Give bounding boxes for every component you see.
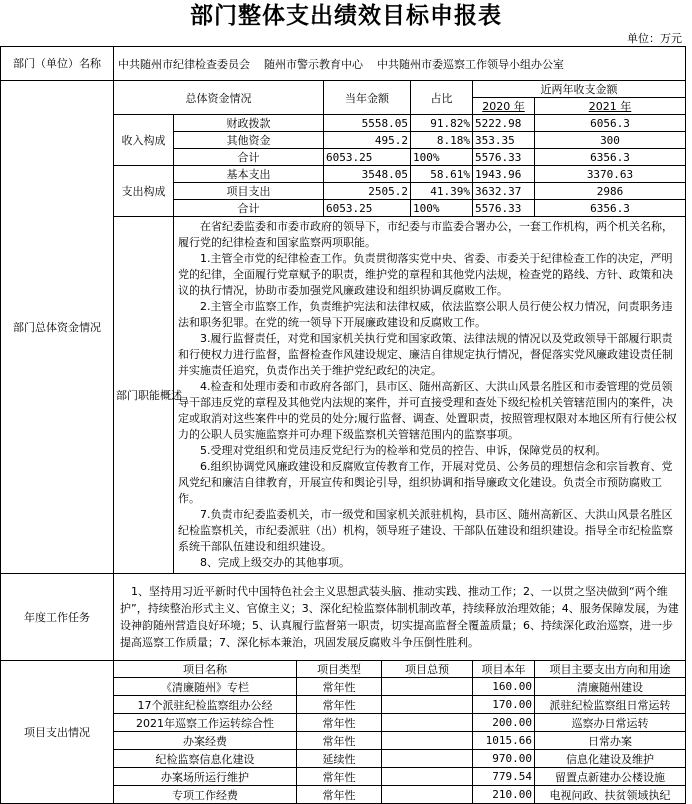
project-total-header: 项目总预 bbox=[382, 661, 473, 678]
y2021-value: 6356.3 bbox=[535, 149, 686, 166]
project-type-header: 项目类型 bbox=[297, 661, 382, 678]
y2020-value: 3632.37 bbox=[473, 183, 535, 200]
row-name: 项目支出 bbox=[174, 183, 324, 200]
project-type: 常年性 bbox=[297, 696, 382, 714]
duty-paragraph: 1.主管全市党的纪律检查工作。负责贯彻落实党中央、省委、市委关于纪律检查工作的决定，严明党的纪律，全面履行党章赋予的职责，维护党的章程和其他党内法规，检查党的路线、方针、政策和决议的执行情况，协助市委加强党风廉政建设和组织协调反腐败工作。 bbox=[178, 252, 673, 297]
project-year: 160.00 bbox=[473, 678, 535, 696]
project-year-header: 项目本年 bbox=[473, 661, 535, 678]
overall-header: 总体资金情况 bbox=[114, 81, 324, 115]
project-purpose: 派驻纪检监察组日常运转 bbox=[535, 696, 686, 714]
income-label: 收入构成 bbox=[114, 115, 174, 166]
year-2021-header: 2021 年 bbox=[535, 98, 686, 115]
tasks-row bbox=[1, 574, 686, 661]
projects-label: 项目支出情况 bbox=[1, 661, 114, 804]
project-total bbox=[382, 714, 473, 732]
project-total bbox=[382, 786, 473, 804]
duty-paragraph: 8、完成上级交办的其他事项。 bbox=[200, 556, 350, 569]
y2021-value: 6056.3 bbox=[535, 115, 686, 132]
dept-name: 中共随州市纪律检查委员会 bbox=[118, 57, 250, 71]
duty-paragraph: 4.检查和处理市委和市政府各部门，县市区、随州高新区、大洪山风景名胜区和市委管理的党员领导干部违反党的章程及其他党内法规的案件，并可直接受理和查处下级纪检机关管辖范围内的案件，决定或取消对这些案件中的党员的处分;履行监督、调查、处置职责，按照管理权限对本地区所有行使公权力的公职人员实施监察并可办理下级监察机关管辖范围内的监察事项。 bbox=[178, 380, 677, 441]
dept-label: 部门（单位）名称 bbox=[1, 47, 114, 81]
recent-header: 近两年收支金额 bbox=[473, 81, 686, 98]
ratio-value: 100% bbox=[411, 200, 473, 217]
y2020-value: 5576.33 bbox=[473, 200, 535, 217]
project-year: 210.00 bbox=[473, 786, 535, 804]
duty-paragraph: 在省纪委监委和市委市政府的领导下，市纪委与市监委合署办公，一套工作机构，两个机关名称，履行党的纪律检查和国家监察两项职能。 bbox=[178, 220, 673, 249]
duty-paragraph: 2.主管全市监察工作，负责维护宪法和法律权威，依法监察公职人员行使公权力情况，问责职务违法和职务犯罪。在党的统一领导下开展廉政建设和反腐败工作。 bbox=[178, 300, 673, 329]
ratio-value: 8.18% bbox=[411, 132, 473, 149]
project-purpose: 信息化建设及维护 bbox=[535, 750, 686, 768]
project-name: 2021年巡察工作运转综合性 bbox=[114, 714, 297, 732]
project-purpose-header: 项目主要支出方向和用途 bbox=[535, 661, 686, 678]
page-title: 部门整体支出绩效目标申报表 bbox=[190, 3, 502, 29]
y2021-value: 6356.3 bbox=[535, 200, 686, 217]
current-value: 5558.05 bbox=[324, 115, 411, 132]
y2021-value: 300 bbox=[535, 132, 686, 149]
project-total bbox=[382, 678, 473, 696]
project-type: 常年性 bbox=[297, 678, 382, 696]
project-year: 1015.66 bbox=[473, 732, 535, 750]
ratio-value: 100% bbox=[411, 149, 473, 166]
project-total bbox=[382, 732, 473, 750]
project-type: 常年性 bbox=[297, 732, 382, 750]
funds-header-row bbox=[1, 81, 686, 98]
project-name: 17个派驻纪检监察组办公经 bbox=[114, 696, 297, 714]
performance-table bbox=[0, 46, 686, 804]
project-name: 办案经费 bbox=[114, 732, 297, 750]
current-value: 6053.25 bbox=[324, 200, 411, 217]
project-purpose: 清廉随州建设 bbox=[535, 678, 686, 696]
project-year: 970.00 bbox=[473, 750, 535, 768]
dept-name: 中共随州市委巡察工作领导小组办公室 bbox=[377, 57, 564, 71]
project-name-header: 项目名称 bbox=[114, 661, 297, 678]
project-name: 办案场所运行维护 bbox=[114, 768, 297, 786]
row-name: 其他资金 bbox=[174, 132, 324, 149]
row-name: 财政拨款 bbox=[174, 115, 324, 132]
year-2020-header: 2020 年 bbox=[473, 98, 535, 115]
dept-name: 随州市警示教育中心 bbox=[264, 57, 363, 71]
y2021-value: 3370.63 bbox=[535, 166, 686, 183]
project-type: 常年性 bbox=[297, 714, 382, 732]
dept-names bbox=[114, 47, 686, 81]
duty-paragraph: 7.负责市纪委监委机关，市一级党和国家机关派驻机构，县市区、随州高新区、大洪山风景名胜区纪检监察机关，市纪委派驻（出）机构，领导班子建设、干部队伍建设和组织建设。指导全市纪检监察系统干部队伍建设和组织建设。 bbox=[178, 508, 673, 553]
duty-paragraph: 5.受理对党组织和党员违反党纪行为的检举和党员的控告、申诉，保障党员的权利。 bbox=[200, 444, 607, 457]
row-name: 合计 bbox=[174, 200, 324, 217]
row-name: 基本支出 bbox=[174, 166, 324, 183]
project-type: 延续性 bbox=[297, 750, 382, 768]
y2020-value: 5222.98 bbox=[473, 115, 535, 132]
ratio-value: 91.82% bbox=[411, 115, 473, 132]
project-type: 常年性 bbox=[297, 768, 382, 786]
y2020-value: 5576.33 bbox=[473, 149, 535, 166]
current-value: 6053.25 bbox=[324, 149, 411, 166]
y2020-value: 1943.96 bbox=[473, 166, 535, 183]
current-value: 2505.2 bbox=[324, 183, 411, 200]
project-year: 200.00 bbox=[473, 714, 535, 732]
project-total bbox=[382, 768, 473, 786]
y2020-value: 353.35 bbox=[473, 132, 535, 149]
dept-row bbox=[1, 47, 686, 81]
project-name: 专项工作经费 bbox=[114, 786, 297, 804]
project-total bbox=[382, 750, 473, 768]
unit-label: 单位：万元 bbox=[627, 32, 682, 45]
current-header: 当年金额 bbox=[324, 81, 411, 115]
ratio-value: 41.39% bbox=[411, 183, 473, 200]
current-value: 3548.05 bbox=[324, 166, 411, 183]
duties-label: 部门职能概述 bbox=[114, 217, 174, 574]
project-purpose: 巡察办日常运转 bbox=[535, 714, 686, 732]
row-name: 合计 bbox=[174, 149, 324, 166]
project-purpose: 电视问政、扶贫领域执纪 bbox=[535, 786, 686, 804]
ratio-value: 58.61% bbox=[411, 166, 473, 183]
duties-content bbox=[174, 217, 686, 574]
project-name: 纪检监察信息化建设 bbox=[114, 750, 297, 768]
duty-paragraph: 3.履行监督责任，对党和国家机关执行党和国家政策、法律法规的情况以及党政领导干部履行职责和行使权力进行监督，监督检查作风建设规定、廉洁自律规定执行情况，督促落实党风廉政建设责任制并实施责任追究，负责作出关于维护党纪政纪的决定。 bbox=[178, 332, 673, 377]
project-year: 779.54 bbox=[473, 768, 535, 786]
duty-paragraph: 6.组织协调党风廉政建设和反腐败宣传教育工作，开展对党员、公务员的理想信念和宗旨教育、党风党纪和廉洁自律教育，开展宣传和舆论引导，组织协调和指导廉政文化建设。负责全市预防腐败工作。 bbox=[178, 460, 673, 505]
ratio-header: 占比 bbox=[411, 81, 473, 115]
project-purpose: 留置点新建办公楼设施 bbox=[535, 768, 686, 786]
project-purpose: 日常办案 bbox=[535, 732, 686, 750]
tasks-content: 1、坚持用习近平新时代中国特色社会主义思想武装头脑、推动实践、推动工作；2、一以贯之坚决做到“两个维护”，持续整治形式主义、官僚主义；3、深化纪检监察体制机制改革，持续释放治理效能；4、服务保障发展，为建设神韵随州营造良好环境；5、认真履行监督第一职责，切实提高监督全覆盖质量；6、持续深化政治巡察，进一步提高巡察工作质量；7、深化标本兼治，巩固发展反腐败斗争压倒性胜利。 bbox=[114, 574, 686, 661]
funds-section-label: 部门总体资金情况 bbox=[1, 81, 114, 574]
expense-label: 支出构成 bbox=[114, 166, 174, 217]
project-year: 170.00 bbox=[473, 696, 535, 714]
tasks-label: 年度工作任务 bbox=[1, 574, 114, 661]
project-type: 常年性 bbox=[297, 786, 382, 804]
project-name: 《清廉随州》专栏 bbox=[114, 678, 297, 696]
current-value: 495.2 bbox=[324, 132, 411, 149]
projects-header-row bbox=[1, 661, 686, 678]
y2021-value: 2986 bbox=[535, 183, 686, 200]
project-total bbox=[382, 696, 473, 714]
